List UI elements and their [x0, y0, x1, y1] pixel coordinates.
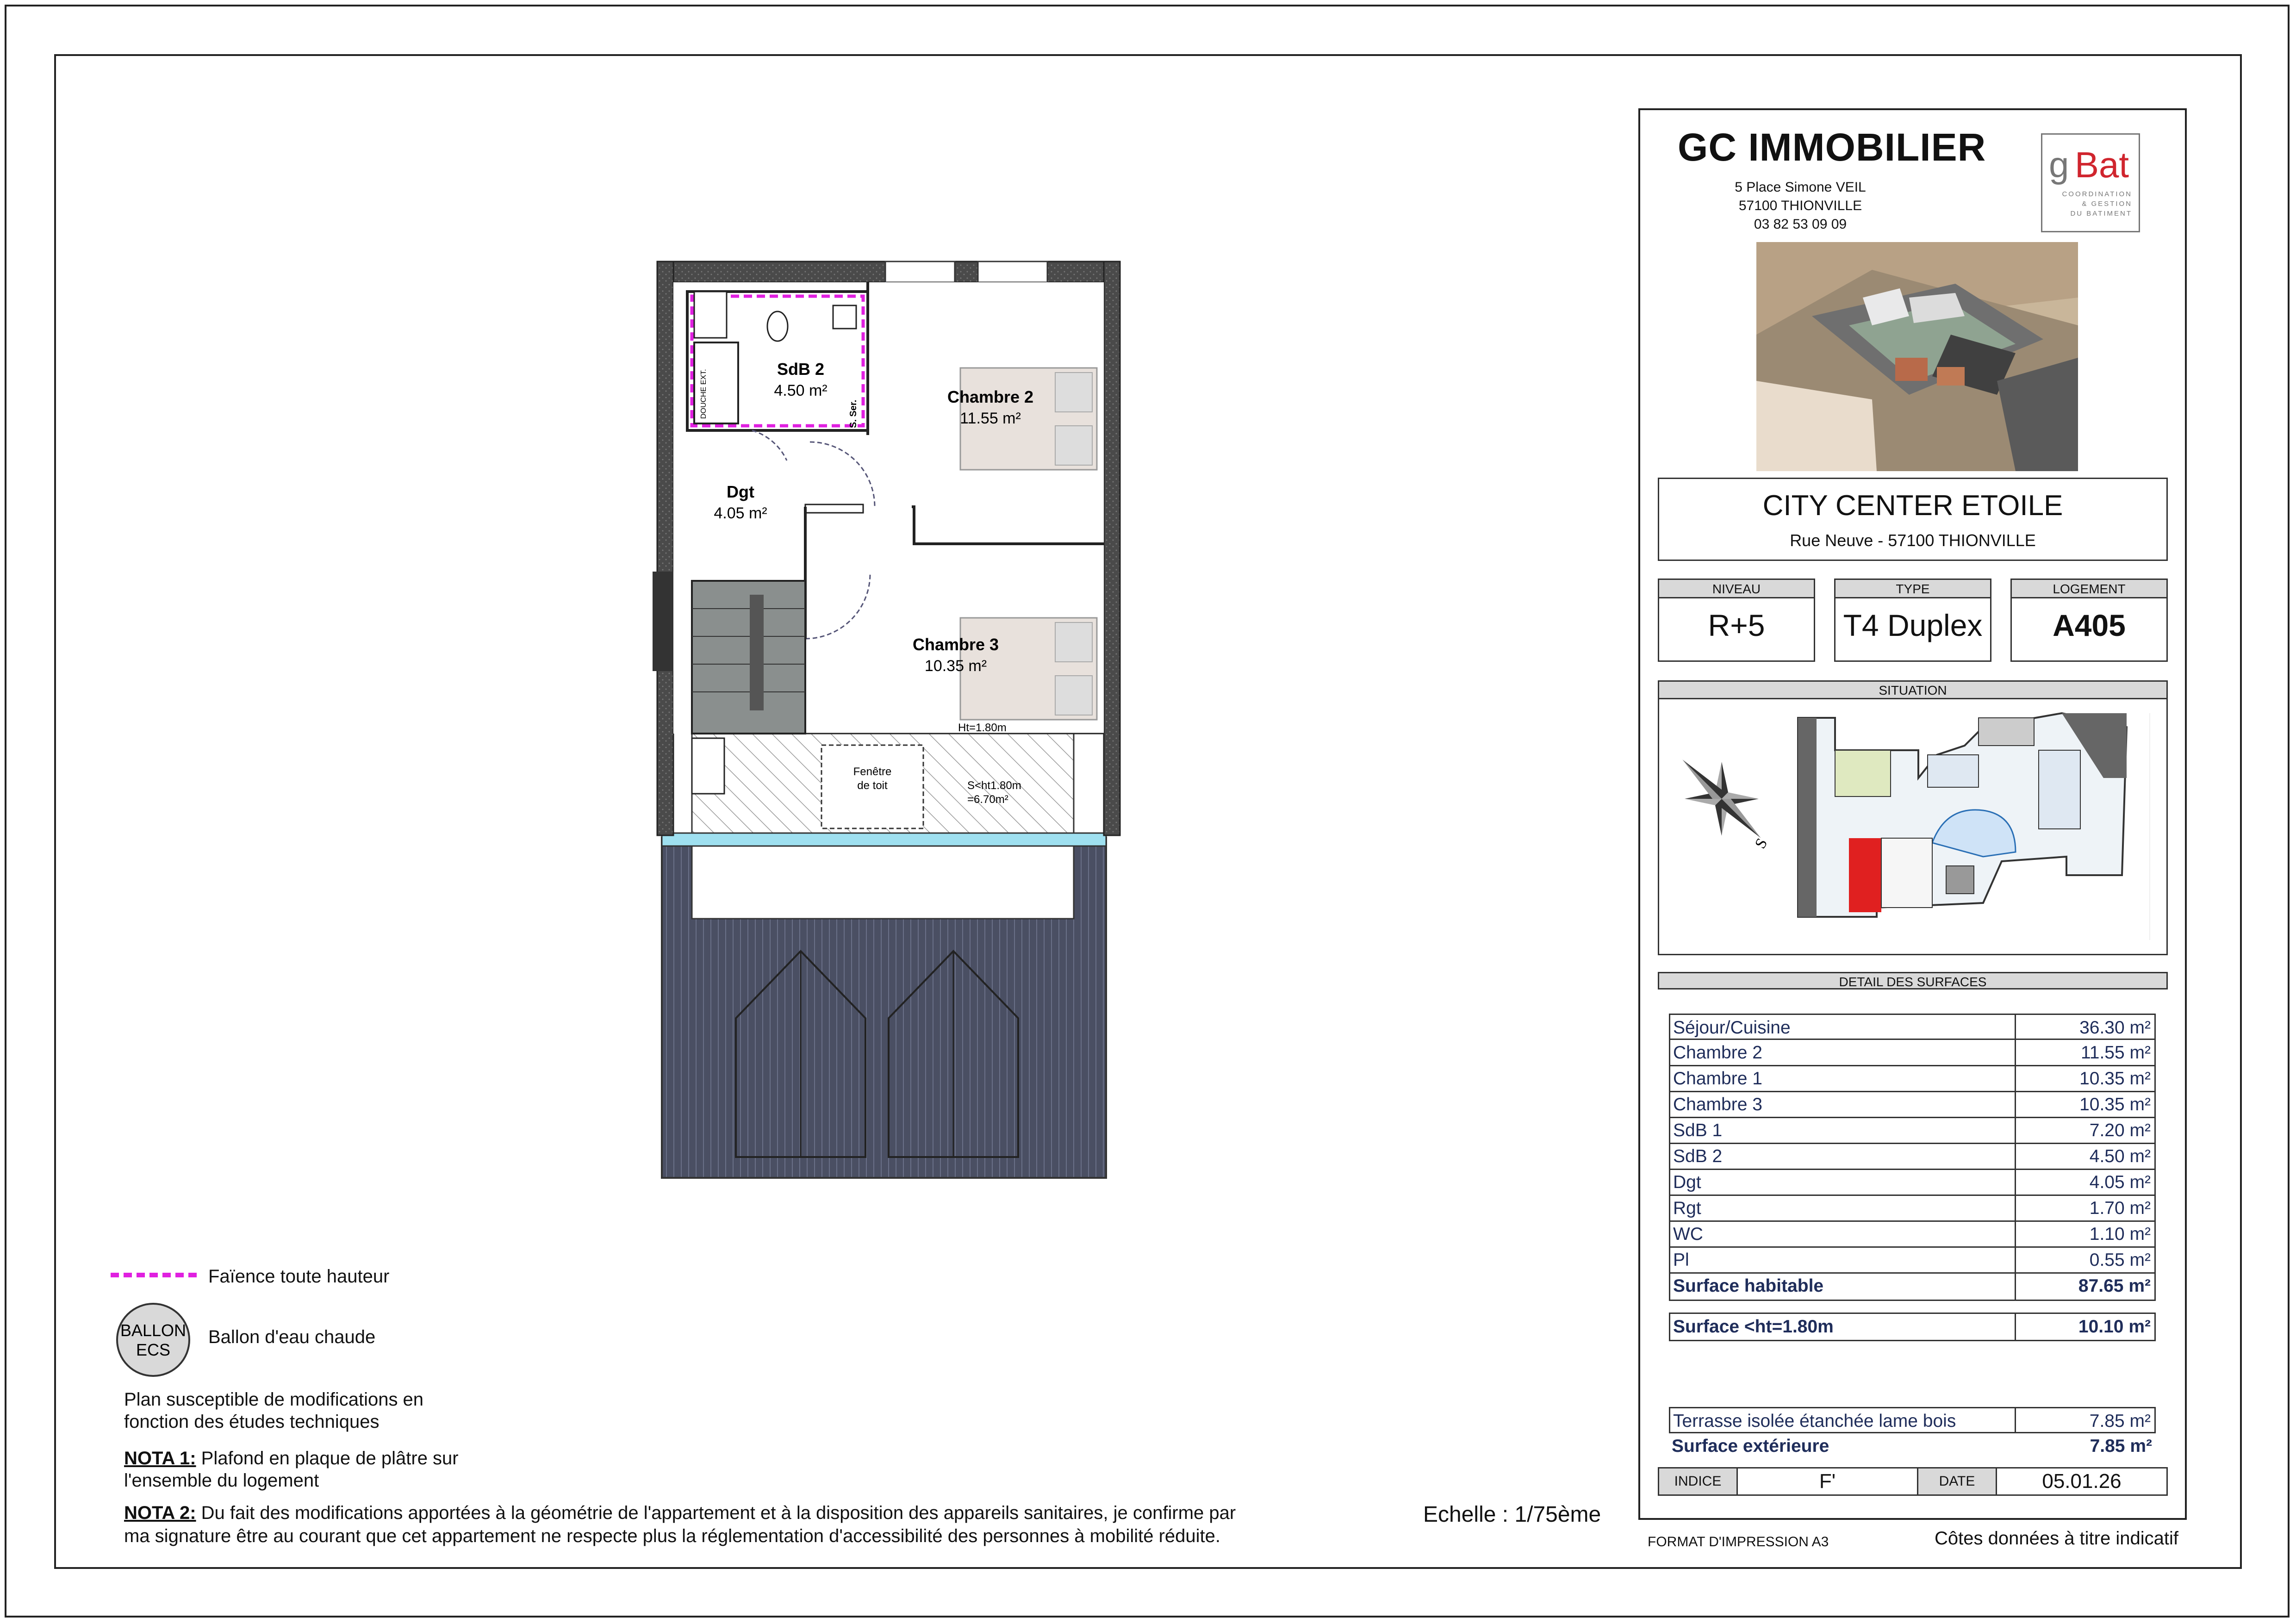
company-name: GC IMMOBILIER [1678, 125, 1986, 169]
surface-row [1669, 1195, 2156, 1222]
area-chambre-3: 10.35 m² [924, 657, 987, 675]
left-wall [657, 261, 673, 835]
surface-value: 0.55 m² [2089, 1250, 2151, 1270]
staircase [692, 581, 805, 734]
surface-value: 10.35 m² [2079, 1095, 2151, 1114]
surface-value: 1.70 m² [2089, 1198, 2151, 1218]
logo-tagline-3: DU BATIMENT [2070, 210, 2132, 218]
label-ht: Ht=1.80m [958, 722, 1007, 734]
surface-low-row [1669, 1313, 2156, 1341]
legend-ballon: Ballon d'eau chaude [208, 1327, 376, 1347]
terrace-edge [662, 833, 1106, 846]
floor-plan [648, 257, 1134, 1182]
logement-label: LOGEMENT [2012, 580, 2166, 598]
area-sdb2: 4.50 m² [774, 382, 828, 399]
surface-name: Pl [1673, 1250, 1689, 1270]
nota1-text: Plafond en plaque de plâtre sur [196, 1448, 459, 1468]
surface-habitable-row [1669, 1273, 2156, 1300]
surface-name: Chambre 3 [1673, 1095, 1762, 1114]
surface-value: 7.20 m² [2089, 1120, 2151, 1140]
nota2-text: Du fait des modifications apportées à la géométrie de l'appartement et à la disposition des appareils sanitaires, je confirme par [196, 1503, 1236, 1523]
surface-exterieure-value: 7.85 m² [2090, 1436, 2152, 1456]
nota2-line1 [124, 1502, 1236, 1524]
surface-low-value: 10.10 m² [2078, 1317, 2151, 1337]
ballon-ecs-icon [113, 1303, 197, 1377]
surface-name: SdB 1 [1673, 1120, 1723, 1140]
niveau-value: R+5 [1708, 608, 1765, 642]
area-dgt: 4.05 m² [714, 504, 767, 522]
type-box [1834, 579, 1991, 662]
surface-row [1669, 1092, 2156, 1118]
nota1-line2: l'ensemble du logement [124, 1470, 319, 1491]
nota1-title: NOTA 1: [124, 1448, 196, 1468]
project-name: CITY CENTER ETOILE [1762, 490, 2063, 522]
note-plan-2: fonction des études techniques [124, 1412, 380, 1432]
niveau-label: NIVEAU [1659, 580, 1814, 598]
indice-label: INDICE [1659, 1468, 1738, 1494]
address-line-2: 57100 THIONVILLE [1738, 198, 1862, 213]
toilet [767, 311, 788, 341]
right-wall [1104, 261, 1120, 835]
compass-letter: S [1751, 835, 1771, 852]
situation-box [1658, 680, 2168, 955]
company-address [1712, 178, 1888, 234]
label-low-area-2: =6.70m² [967, 793, 1008, 806]
surface-value: 11.55 m² [2080, 1043, 2151, 1063]
surface-low-name: Surface <ht=1.80m [1673, 1317, 1834, 1337]
label-chambre-2: Chambre 2 [947, 387, 1034, 406]
surface-value: 4.05 m² [2089, 1172, 2151, 1192]
surface-exterieure-row [1669, 1433, 2156, 1460]
situation-map [1659, 699, 2166, 954]
surface-name: WC [1673, 1224, 1703, 1244]
situation-label: SITUATION [1659, 682, 2166, 699]
address-line-1: 5 Place Simone VEIL [1735, 180, 1866, 195]
print-format: FORMAT D'IMPRESSION A3 [1648, 1534, 1829, 1549]
indice-date-bar [1658, 1467, 2168, 1496]
note-plan-1: Plan susceptible de modifications en [124, 1389, 424, 1410]
label-sser: S. Ser. [848, 399, 859, 428]
label-sdb2: SdB 2 [777, 360, 825, 379]
surface-row [1669, 1144, 2156, 1170]
project-address: Rue Neuve - 57100 THIONVILLE [1790, 531, 2036, 550]
logement-value: A405 [2053, 608, 2126, 642]
logo-bat: Bat [2075, 144, 2129, 185]
terrasse-row [1669, 1407, 2156, 1433]
surface-row [1669, 1221, 2156, 1248]
type-value: T4 Duplex [1843, 608, 1983, 642]
nota2-line2: ma signature être au courant que cet appartement ne respecte plus la réglementation d'accessibilité des personnes à mobilité réduite. [124, 1526, 1221, 1546]
cotes-note: Côtes données à titre indicatif [1935, 1528, 2178, 1549]
surface-name: Séjour/Cuisine [1673, 1018, 1791, 1038]
surface-exterieure-name: Surface extérieure [1672, 1436, 1829, 1456]
logo-tagline [2042, 189, 2139, 218]
gcbat-logo [2041, 133, 2140, 232]
surface-name: Rgt [1673, 1198, 1701, 1218]
surface-value: 10.35 m² [2079, 1069, 2151, 1089]
surface-row [1669, 1014, 2156, 1040]
date-label: DATE [1918, 1468, 1997, 1494]
legend-faience: Faïence toute hauteur [208, 1266, 390, 1287]
logo-tagline-1: COORDINATION [2062, 190, 2132, 198]
label-chambre-3: Chambre 3 [912, 635, 999, 654]
niveau-box [1658, 579, 1815, 662]
surface-value: 1.10 m² [2089, 1224, 2151, 1244]
surface-row [1669, 1247, 2156, 1274]
label-dgt: Dgt [727, 482, 754, 501]
compass-icon [1678, 755, 1766, 843]
nota2-title: NOTA 2: [124, 1503, 196, 1523]
logement-highlight [1849, 838, 1881, 912]
washbasin [833, 305, 856, 329]
surface-habitable-name: Surface habitable [1673, 1276, 1824, 1296]
indice-value: F' [1738, 1468, 1918, 1494]
scale-label: Echelle : 1/75ème [1423, 1502, 1601, 1527]
date-value: 05.01.26 [2042, 1470, 2122, 1493]
surface-name: Dgt [1673, 1172, 1701, 1192]
area-chambre-2: 11.55 m² [960, 410, 1021, 427]
label-fenetre-2: de toit [857, 779, 888, 792]
label-low-area-1: S<ht1.80m [967, 779, 1021, 792]
type-label: TYPE [1836, 580, 1990, 598]
roof-terrace-gap [692, 842, 1074, 919]
surface-value: 36.30 m² [2079, 1018, 2151, 1038]
ballon-circle-line2: ECS [136, 1340, 171, 1359]
faience-legend-line [109, 1270, 201, 1280]
surface-name: SdB 2 [1673, 1146, 1723, 1166]
label-douche: DOUCHE EXT. [700, 369, 708, 419]
surface-habitable-value: 87.65 m² [2078, 1276, 2151, 1296]
ballon-circle-line1: BALLON [120, 1321, 187, 1340]
surface-name: Chambre 1 [1673, 1069, 1762, 1089]
aerial-render-image [1756, 242, 2078, 471]
logo-g: g [2049, 144, 2069, 185]
company-phone: 03 82 53 09 09 [1754, 217, 1847, 232]
logement-box [2010, 579, 2168, 662]
logo-tagline-2: & GESTION [2082, 200, 2132, 208]
surfaces-header: DETAIL DES SURFACES [1658, 972, 2168, 989]
terrasse-value: 7.85 m² [2089, 1411, 2151, 1431]
surface-row [1669, 1066, 2156, 1092]
surface-name: Chambre 2 [1673, 1043, 1762, 1063]
surface-row [1669, 1118, 2156, 1144]
nota1-line1 [124, 1447, 459, 1469]
surface-row [1669, 1040, 2156, 1066]
label-fenetre-1: Fenêtre [853, 765, 892, 778]
surface-value: 4.50 m² [2089, 1146, 2151, 1166]
surface-row [1669, 1170, 2156, 1196]
project-box [1658, 478, 2168, 561]
terrasse-name: Terrasse isolée étanchée lame bois [1673, 1411, 1956, 1431]
